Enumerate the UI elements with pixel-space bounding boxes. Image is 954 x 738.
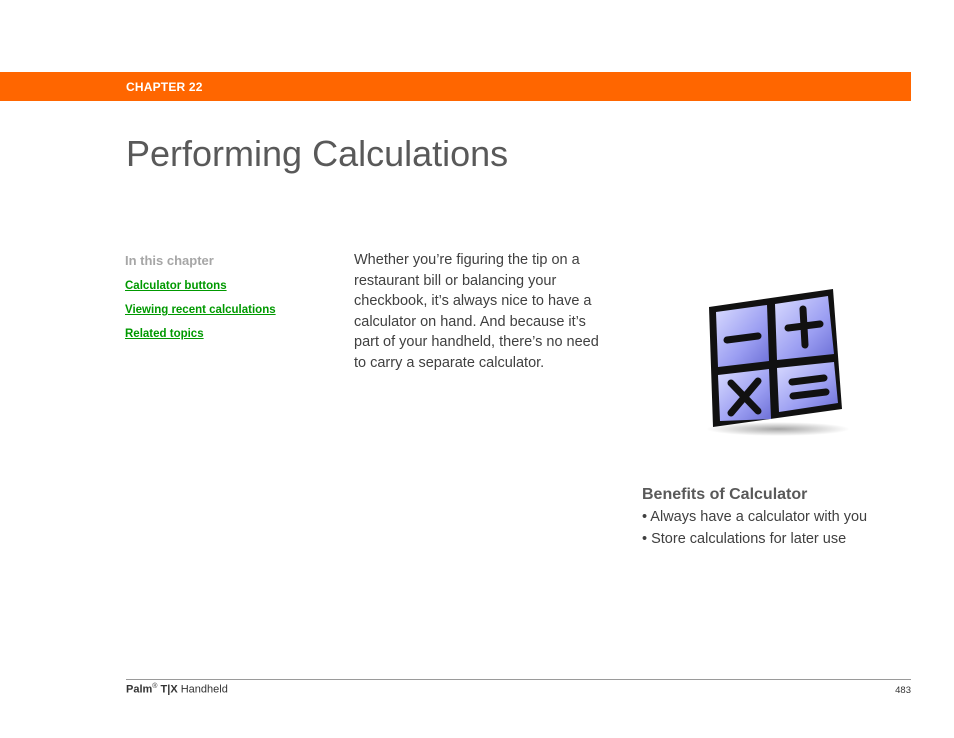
page-number: 483: [895, 685, 911, 696]
footer-model: T|X: [160, 683, 178, 696]
chapter-bar: [0, 72, 911, 101]
footer-rule: [126, 679, 911, 680]
toc-link-related-topics[interactable]: Related topics: [125, 328, 204, 340]
toc-link-viewing-recent-calculations[interactable]: Viewing recent calculations: [125, 304, 276, 316]
chapter-label: CHAPTER 22: [126, 80, 203, 94]
footer-product: Handheld: [180, 683, 228, 696]
calculator-icon: [700, 283, 850, 438]
registered-mark: ®: [152, 683, 158, 690]
benefit-item: • Always have a calculator with you: [642, 509, 868, 525]
benefits-section: [642, 486, 912, 550]
footer-product-name: [126, 683, 228, 696]
toc-link-calculator-buttons[interactable]: Calculator buttons: [125, 280, 227, 292]
chapter-contents: [125, 253, 325, 352]
toc-heading: In this chapter: [125, 253, 214, 268]
benefit-item: • Store calculations for later use: [642, 530, 847, 547]
benefits-title: Benefits of Calculator: [642, 486, 808, 503]
intro-paragraph: Whether you’re figuring the tip on a restaurant bill or balancing your checkbook, it’s always nice to have a calculator on hand. And because it’s part of your handheld, there’s no need to carry a separate calculator.: [354, 252, 599, 371]
page-title: Performing Calculations: [126, 133, 509, 174]
footer-brand: Palm: [126, 683, 153, 696]
